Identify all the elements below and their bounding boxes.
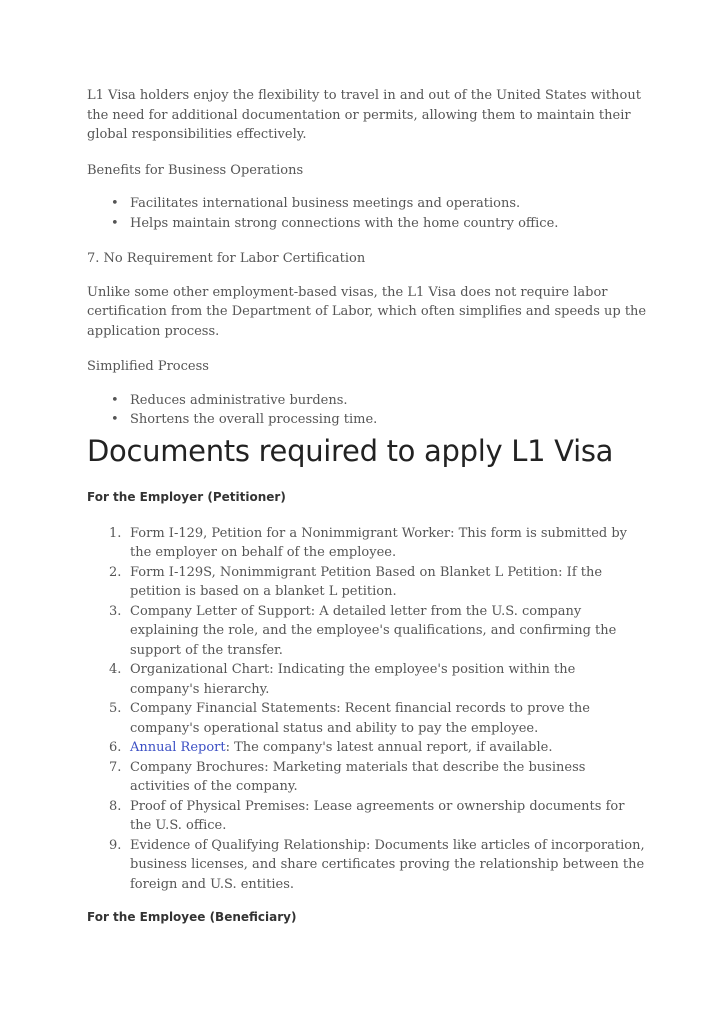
employer-document-item bbox=[87, 738, 647, 758]
employer-document-item bbox=[87, 660, 647, 699]
employer-document-item bbox=[87, 836, 647, 895]
bullet-icon: • bbox=[111, 412, 119, 427]
simplified-item-text: Reduces administrative burdens. bbox=[130, 392, 348, 408]
employer-documents-list bbox=[87, 524, 647, 895]
employer-heading: For the Employer (Petitioner) bbox=[87, 489, 286, 504]
item-number: 2. bbox=[109, 564, 122, 580]
benefits-list bbox=[87, 194, 647, 233]
simplified-label: Simplified Process bbox=[87, 359, 209, 374]
item-number: 6. bbox=[109, 740, 122, 755]
document-page bbox=[87, 86, 647, 944]
employer-document-item bbox=[87, 524, 647, 563]
main-heading: Documents required to apply L1 Visa bbox=[87, 433, 614, 468]
intro-paragraph: L1 Visa holders enjoy the flexibility to travel in and out of the United States without the need for additional documentation or permits, allowing them to maintain their global responsibilities effectively. bbox=[87, 88, 641, 142]
item-text: Form I-129S, Nonimmigrant Petition Based on Blanket L Petition: If the petition is based on a blanket L petition. bbox=[130, 564, 603, 599]
item-text: Evidence of Qualifying Relationship: Documents like articles of incorporation, business licenses, and share certificates proving the relationship between the foreign and U.S. entities. bbox=[130, 837, 645, 892]
item-number: 3. bbox=[109, 603, 122, 619]
item-text: Proof of Physical Premises: Lease agreements or ownership documents for the U.S. office. bbox=[130, 798, 625, 833]
item-number: 4. bbox=[109, 662, 122, 677]
annual-report-link[interactable]: Annual Report bbox=[130, 740, 226, 755]
bullet-icon: • bbox=[111, 196, 119, 211]
benefits-item bbox=[87, 214, 647, 234]
item-number: 7. bbox=[109, 759, 122, 775]
benefits-item bbox=[87, 194, 647, 214]
benefits-item-text: Helps maintain strong connections with the home country office. bbox=[130, 215, 559, 231]
section7-paragraph: Unlike some other employment-based visas, the L1 Visa does not require labor certification from the Department of Labor, which often simplifies and speeds up the application process. bbox=[87, 284, 647, 339]
simplified-list bbox=[87, 391, 647, 430]
simplified-item-text: Shortens the overall processing time. bbox=[130, 412, 378, 427]
employee-heading: For the Employee (Beneficiary) bbox=[87, 910, 297, 924]
employer-document-item bbox=[87, 563, 647, 602]
item-text: Company Brochures: Marketing materials that describe the business activities of the company. bbox=[130, 759, 586, 794]
simplified-item bbox=[87, 410, 647, 430]
employer-document-item bbox=[87, 758, 647, 797]
item-text: Form I-129, Petition for a Nonimmigrant Worker: This form is submitted by the employer on behalf of the employee. bbox=[130, 525, 628, 560]
item-number: 9. bbox=[109, 837, 122, 853]
item-text: Organizational Chart: Indicating the employee's position within the company's hierarchy. bbox=[130, 662, 576, 697]
employer-document-item bbox=[87, 602, 647, 661]
bullet-icon: • bbox=[111, 392, 119, 408]
item-text: Company Letter of Support: A detailed letter from the U.S. company explaining the role, and the employee's qualifications, and confirming the support of the transfer. bbox=[130, 603, 617, 658]
benefits-item-text: Facilitates international business meetings and operations. bbox=[130, 196, 521, 211]
item-text: Company Financial Statements: Recent financial records to prove the company's operational status and ability to pay the employee. bbox=[130, 701, 590, 736]
employer-document-item bbox=[87, 797, 647, 836]
item-number: 5. bbox=[109, 701, 122, 716]
item-number: 8. bbox=[109, 798, 122, 814]
section7-label: 7. No Requirement for Labor Certification bbox=[87, 251, 366, 266]
item-number: 1. bbox=[109, 525, 122, 541]
item-text: : The company's latest annual report, if available. bbox=[225, 740, 553, 755]
bullet-icon: • bbox=[111, 215, 119, 231]
simplified-item bbox=[87, 391, 647, 411]
employer-document-item bbox=[87, 699, 647, 738]
benefits-label: Benefits for Business Operations bbox=[87, 162, 304, 178]
